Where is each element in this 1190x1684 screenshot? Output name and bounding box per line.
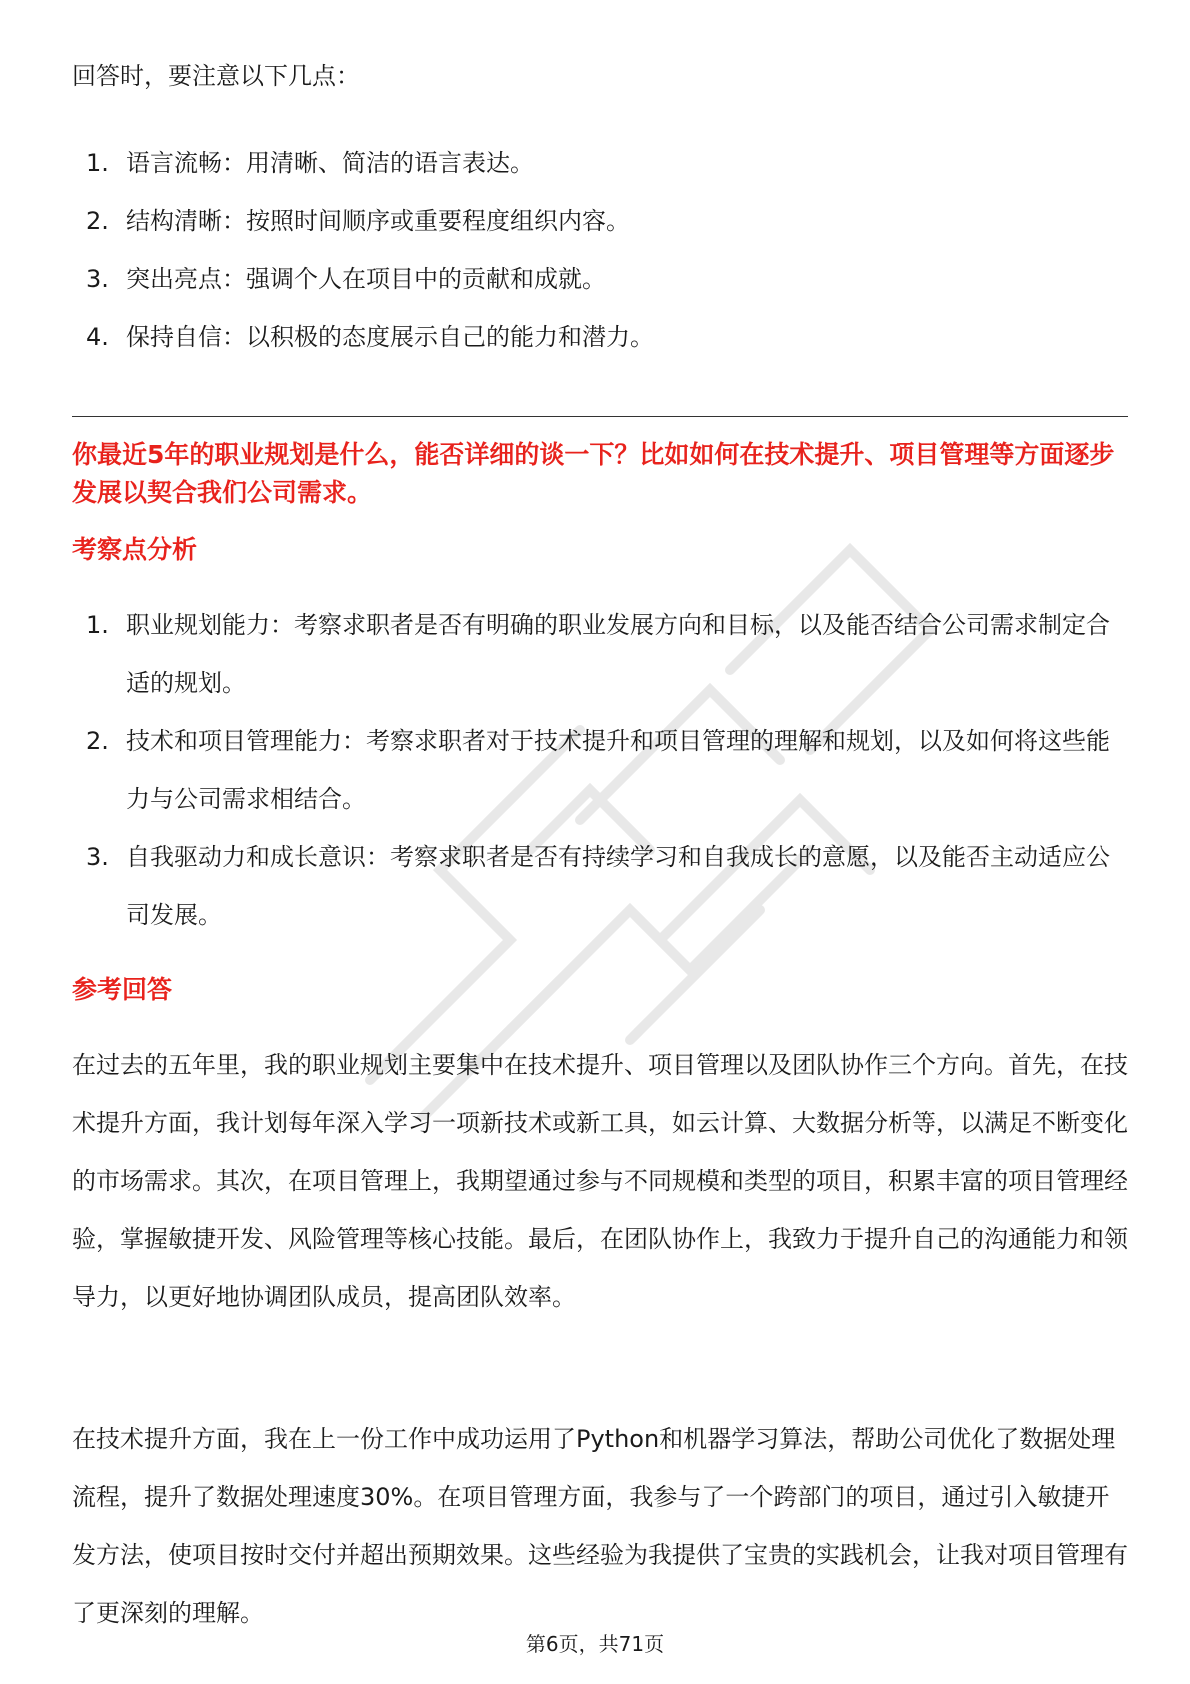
list-item: [72, 828, 1132, 944]
analysis-list: [72, 596, 1132, 944]
list-number: 1.: [86, 611, 109, 639]
list-text: 结构清晰：按照时间顺序或重要程度组织内容。: [126, 207, 630, 235]
answer-title: 参考回答: [72, 975, 173, 1004]
list-text: 突出亮点：强调个人在项目中的贡献和成就。: [126, 265, 606, 293]
list-item: [72, 308, 1132, 366]
list-item: [72, 712, 1132, 828]
intro-text: 回答时，要注意以下几点：: [72, 62, 360, 90]
list-item: [72, 250, 1132, 308]
analysis-title: 考察点分析: [72, 535, 198, 564]
list-number: 2.: [86, 207, 109, 235]
list-number: 3.: [86, 265, 109, 293]
question-heading: 你最近5年的职业规划是什么，能否详细的谈一下？比如如何在技术提升、项目管理等方面逐步发展以契合我们公司需求。: [72, 440, 1115, 507]
answer-paragraph: 在技术提升方面，我在上一份工作中成功运用了Python和机器学习算法，帮助公司优化了数据处理流程，提升了数据处理速度30%。在项目管理方面，我参与了一个跨部门的项目，通过引入敏捷开发方法，使项目按时交付并超出预期效果。这些经验为我提供了宝贵的实践机会，让我对项目管理有了更深刻的理解。: [72, 1425, 1128, 1627]
answer-paragraph: 在过去的五年里，我的职业规划主要集中在技术提升、项目管理以及团队协作三个方向。首先，在技术提升方面，我计划每年深入学习一项新技术或新工具，如云计算、大数据分析等，以满足不断变化的市场需求。其次，在项目管理上，我期望通过参与不同规模和类型的项目，积累丰富的项目管理经验，掌握敏捷开发、风险管理等核心技能。最后，在团队协作上，我致力于提升自己的沟通能力和领导力，以更好地协调团队成员，提高团队效率。: [72, 1051, 1128, 1311]
tips-list: [72, 134, 1132, 366]
list-number: 2.: [86, 727, 109, 755]
list-item: [72, 596, 1132, 712]
list-number: 4.: [86, 323, 109, 351]
list-number: 3.: [86, 843, 109, 871]
list-number: 1.: [86, 149, 109, 177]
list-text: 职业规划能力：考察求职者是否有明确的职业发展方向和目标，以及能否结合公司需求制定合适的规划。: [126, 611, 1110, 697]
list-text: 自我驱动力和成长意识：考察求职者是否有持续学习和自我成长的意愿，以及能否主动适应公司发展。: [126, 843, 1110, 929]
list-item: [72, 192, 1132, 250]
list-text: 保持自信：以积极的态度展示自己的能力和潜力。: [126, 323, 654, 351]
list-item: [72, 134, 1132, 192]
list-text: 技术和项目管理能力：考察求职者对于技术提升和项目管理的理解和规划，以及如何将这些能力与公司需求相结合。: [126, 727, 1110, 813]
section-divider: [72, 416, 1128, 417]
page-footer: 第6页，共71页: [525, 1632, 665, 1656]
list-text: 语言流畅：用清晰、简洁的语言表达。: [126, 149, 534, 177]
